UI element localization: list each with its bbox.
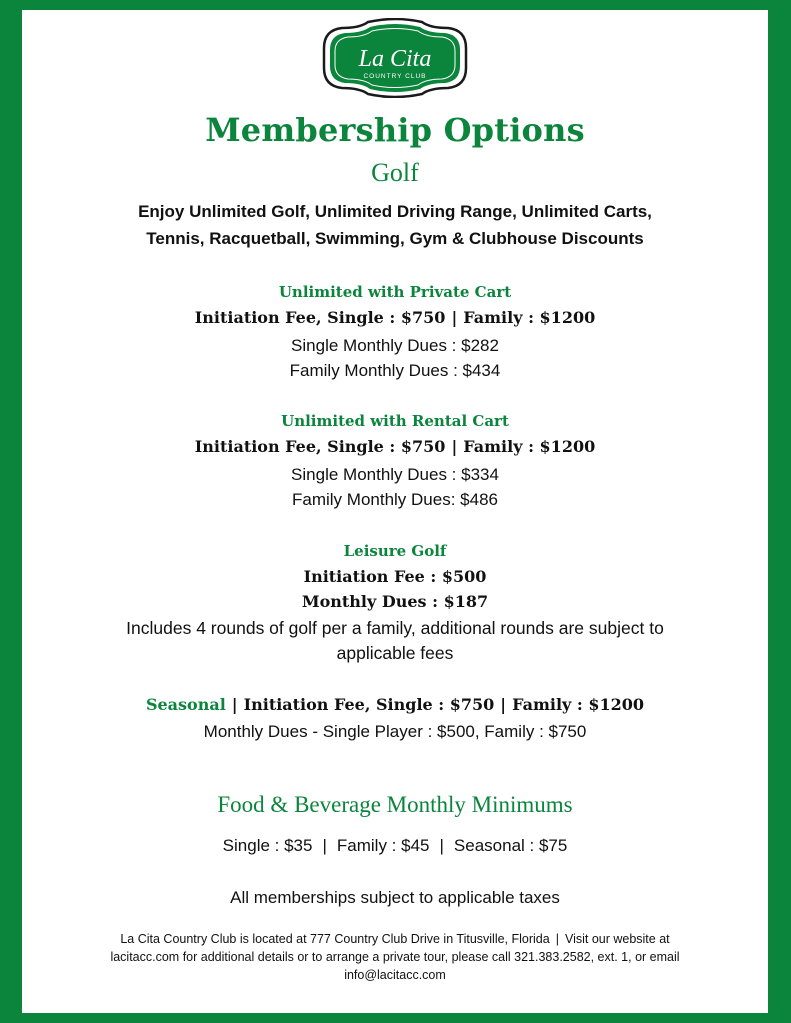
rental-cart-title: Unlimited with Rental Cart xyxy=(281,412,509,430)
seasonal-title: Seasonal xyxy=(145,695,226,714)
page-subtitle: Golf xyxy=(371,158,419,187)
footer-address: La Cita Country Club is located at 777 Country Club Drive in Titusville, Florida xyxy=(120,932,550,946)
food-seasonal: Seasonal : $75 xyxy=(453,836,568,855)
separator: | xyxy=(439,836,444,855)
private-cart-family-dues: Family Monthly Dues : $434 xyxy=(289,361,501,380)
seasonal-dues: Monthly Dues - Single Player : $500, Family : $750 xyxy=(203,722,587,741)
leisure-monthly-dues: Monthly Dues : $187 xyxy=(301,592,489,611)
rental-cart-fees xyxy=(22,437,768,456)
footer-line xyxy=(82,930,708,948)
separator: | xyxy=(231,695,238,714)
rental-cart-single-dues: Single Monthly Dues : $334 xyxy=(291,465,499,484)
logo-tagline: COUNTRY CLUB xyxy=(363,73,427,80)
leisure-note-line1: Includes 4 rounds of golf per a family, additional rounds are subject to xyxy=(126,618,664,638)
private-cart-fee-single: Initiation Fee, Single : $750 xyxy=(194,308,446,327)
seasonal-fees xyxy=(22,695,768,714)
leisure-initiation-fee: Initiation Fee : $500 xyxy=(303,567,487,586)
footer-line: lacitacc.com for additional details or to arrange a private tour, please call 321.383.2582, ext. 1, or email xyxy=(110,950,680,964)
separator: | xyxy=(500,695,507,714)
logo xyxy=(22,18,768,98)
private-cart-fees xyxy=(22,308,768,327)
separator: | xyxy=(451,308,458,327)
private-cart-fee-family: Family : $1200 xyxy=(463,308,596,327)
rental-cart-fee-family: Family : $1200 xyxy=(463,437,596,456)
footer xyxy=(82,930,708,984)
footer-website: Visit our website at xyxy=(564,932,670,946)
intro-line: Tennis, Racquetball, Swimming, Gym & Clubhouse Discounts xyxy=(146,229,644,248)
logo-name: La Cita xyxy=(358,46,432,72)
food-single: Single : $35 xyxy=(222,836,313,855)
food-family: Family : $45 xyxy=(336,836,430,855)
flyer-page xyxy=(22,10,768,1013)
separator: | xyxy=(451,437,458,456)
private-cart-single-dues: Single Monthly Dues : $282 xyxy=(291,336,499,355)
club-crest-icon xyxy=(320,18,470,98)
separator: | xyxy=(555,932,559,946)
footer-email: info@lacitacc.com xyxy=(344,968,446,982)
rental-cart-fee-single: Initiation Fee, Single : $750 xyxy=(194,437,446,456)
intro-line: Enjoy Unlimited Golf, Unlimited Driving Range, Unlimited Carts, xyxy=(138,202,652,221)
leisure-note-line2: applicable fees xyxy=(336,643,454,663)
intro-text xyxy=(22,198,768,252)
rental-cart-family-dues: Family Monthly Dues: $486 xyxy=(292,490,498,509)
page-title: Membership Options xyxy=(205,111,585,149)
seasonal-fee-single: Initiation Fee, Single : $750 xyxy=(243,695,495,714)
taxes-note: All memberships subject to applicable taxes xyxy=(230,888,560,907)
leisure-title: Leisure Golf xyxy=(343,542,447,560)
food-minimums xyxy=(22,836,768,856)
food-title: Food & Beverage Monthly Minimums xyxy=(217,792,573,817)
seasonal-fee-family: Family : $1200 xyxy=(512,695,645,714)
private-cart-title: Unlimited with Private Cart xyxy=(278,283,512,301)
separator: | xyxy=(322,836,327,855)
